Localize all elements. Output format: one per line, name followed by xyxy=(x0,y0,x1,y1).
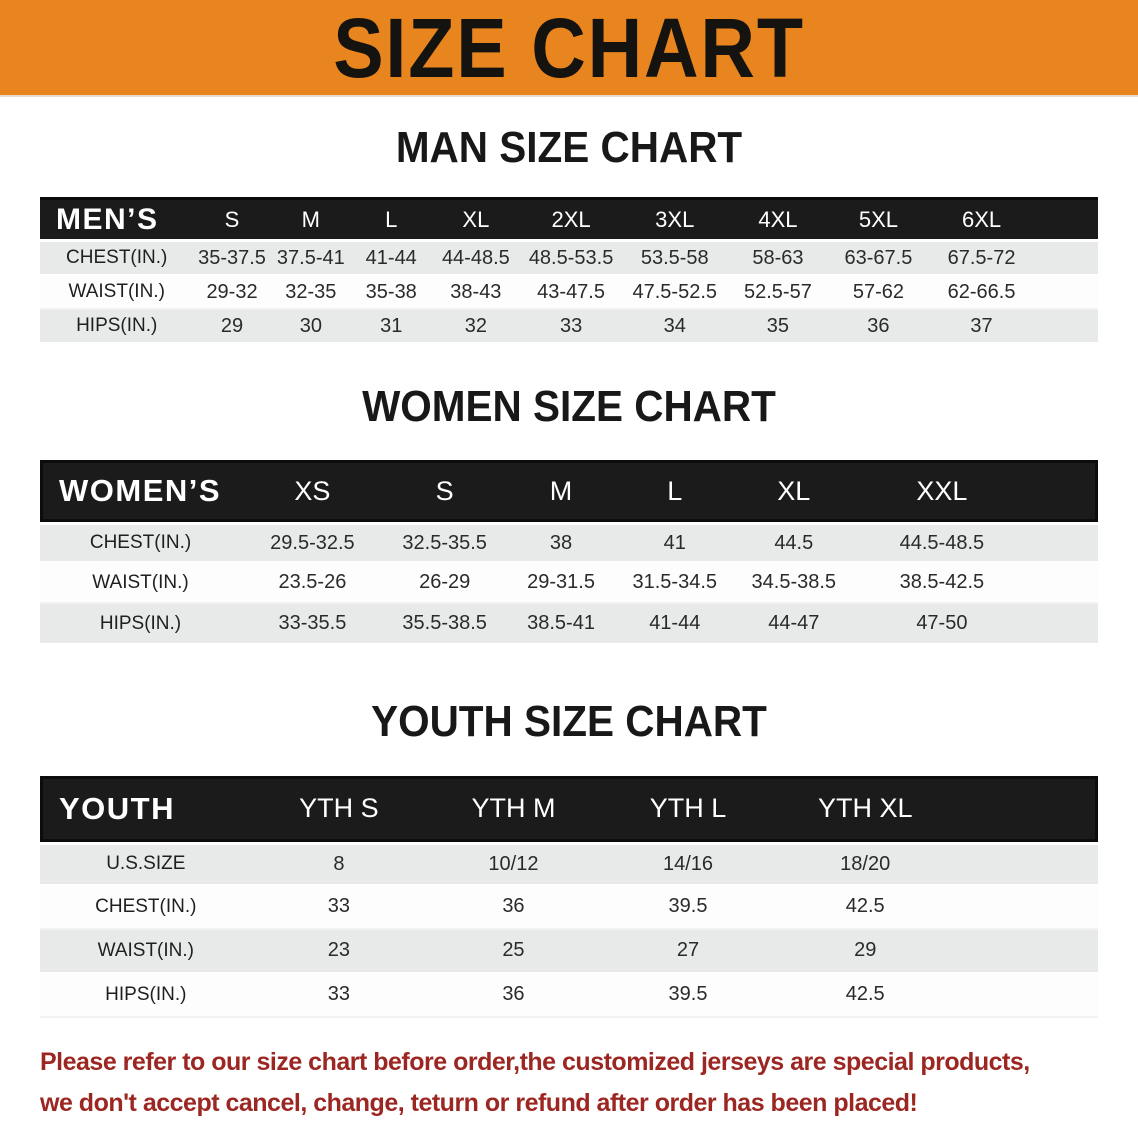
table-cell: 35-37.5 xyxy=(193,242,270,276)
table-cell: 44.5-48.5 xyxy=(855,522,1030,563)
mens-col-3xl: 3XL xyxy=(622,197,728,242)
table-cell: 18/20 xyxy=(775,842,955,886)
table-cell: 34.5-38.5 xyxy=(733,563,855,604)
row-label: HIPS(IN.) xyxy=(40,604,241,645)
table-row xyxy=(40,886,1098,930)
table-cell: 39.5 xyxy=(601,974,776,1018)
youth-col-filler xyxy=(955,776,1098,842)
table-cell: 44-48.5 xyxy=(431,242,520,276)
table-cell: 47-50 xyxy=(855,604,1030,645)
table-cell: 53.5-58 xyxy=(622,242,728,276)
womens-header-row xyxy=(40,460,1098,522)
womens-col-l: L xyxy=(617,460,733,522)
table-cell: 58-63 xyxy=(728,242,829,276)
table-row xyxy=(40,522,1098,563)
table-cell: 14/16 xyxy=(601,842,776,886)
row-label: CHEST(IN.) xyxy=(40,242,193,276)
table-cell: 31.5-34.5 xyxy=(617,563,733,604)
table-cell: 62-66.5 xyxy=(929,276,1035,310)
table-cell: 29-31.5 xyxy=(506,563,617,604)
table-cell: 27 xyxy=(601,930,776,974)
row-label: CHEST(IN.) xyxy=(40,522,241,563)
table-cell: 52.5-57 xyxy=(728,276,829,310)
table-cell: 23.5-26 xyxy=(241,563,384,604)
table-cell: 36 xyxy=(426,886,601,930)
row-label: WAIST(IN.) xyxy=(40,563,241,604)
row-label: HIPS(IN.) xyxy=(40,310,193,344)
table-cell: 37 xyxy=(929,310,1035,344)
mens-size-table xyxy=(40,197,1098,344)
youth-col-l: YTH L xyxy=(601,776,776,842)
table-cell: 33-35.5 xyxy=(241,604,384,645)
table-cell: 39.5 xyxy=(601,886,776,930)
youth-col-xl: YTH XL xyxy=(775,776,955,842)
table-row xyxy=(40,276,1098,310)
table-cell: 33 xyxy=(520,310,622,344)
table-cell: 34 xyxy=(622,310,728,344)
table-cell: 32.5-35.5 xyxy=(384,522,506,563)
table-cell: 43-47.5 xyxy=(520,276,622,310)
disclaimer-text xyxy=(40,1042,1138,1125)
womens-band-label: WOMEN’S xyxy=(40,460,241,522)
size-chart-banner xyxy=(0,0,1138,97)
disclaimer-line-2: we don't accept cancel, change, teturn or refund after order has been placed! xyxy=(40,1088,918,1117)
womens-col-filler xyxy=(1029,460,1098,522)
table-row xyxy=(40,930,1098,974)
table-cell: 26-29 xyxy=(384,563,506,604)
table-cell: 32 xyxy=(431,310,520,344)
table-cell: 29-32 xyxy=(193,276,270,310)
table-cell: 38.5-41 xyxy=(506,604,617,645)
row-label: HIPS(IN.) xyxy=(40,974,252,1018)
table-cell: 23 xyxy=(252,930,427,974)
mens-band-label: MEN’S xyxy=(40,197,193,242)
womens-col-xs: XS xyxy=(241,460,384,522)
disclaimer-line-1: Please refer to our size chart before order,the customized jerseys are special products, xyxy=(40,1047,1030,1076)
row-label: CHEST(IN.) xyxy=(40,886,252,930)
youth-header-row xyxy=(40,776,1098,842)
row-label: U.S.SIZE xyxy=(40,842,252,886)
mens-col-5xl: 5XL xyxy=(828,197,929,242)
man-size-chart-heading: MAN SIZE CHART xyxy=(395,123,743,172)
table-cell: 29.5-32.5 xyxy=(241,522,384,563)
table-cell: 32-35 xyxy=(271,276,351,310)
table-cell: 35 xyxy=(728,310,829,344)
mens-col-filler xyxy=(1034,197,1098,242)
youth-band-label: YOUTH xyxy=(40,776,252,842)
mens-col-2xl: 2XL xyxy=(520,197,622,242)
table-row xyxy=(40,842,1098,886)
table-cell: 63-67.5 xyxy=(828,242,929,276)
table-cell: 29 xyxy=(193,310,270,344)
table-cell: 44.5 xyxy=(733,522,855,563)
womens-col-xxl: XXL xyxy=(855,460,1030,522)
table-cell: 44-47 xyxy=(733,604,855,645)
mens-col-xl: XL xyxy=(431,197,520,242)
table-cell: 35-38 xyxy=(351,276,431,310)
mens-col-l: L xyxy=(351,197,431,242)
table-cell: 38 xyxy=(506,522,617,563)
table-cell: 33 xyxy=(252,886,427,930)
youth-col-m: YTH M xyxy=(426,776,601,842)
table-cell: 38.5-42.5 xyxy=(855,563,1030,604)
table-cell: 41-44 xyxy=(617,604,733,645)
row-label: WAIST(IN.) xyxy=(40,276,193,310)
mens-header-row xyxy=(40,197,1098,242)
mens-col-m: M xyxy=(271,197,351,242)
table-cell: 36 xyxy=(426,974,601,1018)
table-cell: 25 xyxy=(426,930,601,974)
table-row xyxy=(40,310,1098,344)
women-size-chart-heading: WOMEN SIZE CHART xyxy=(362,382,776,432)
mens-col-s: S xyxy=(193,197,270,242)
table-row xyxy=(40,974,1098,1018)
table-cell: 36 xyxy=(828,310,929,344)
mens-col-6xl: 6XL xyxy=(929,197,1035,242)
table-cell: 48.5-53.5 xyxy=(520,242,622,276)
table-cell: 42.5 xyxy=(775,974,955,1018)
table-cell: 38-43 xyxy=(431,276,520,310)
table-cell: 41-44 xyxy=(351,242,431,276)
womens-col-s: S xyxy=(384,460,506,522)
table-cell: 31 xyxy=(351,310,431,344)
table-cell: 8 xyxy=(252,842,427,886)
table-cell: 67.5-72 xyxy=(929,242,1035,276)
womens-col-xl: XL xyxy=(733,460,855,522)
womens-size-table xyxy=(40,460,1098,645)
table-cell: 57-62 xyxy=(828,276,929,310)
row-label: WAIST(IN.) xyxy=(40,930,252,974)
table-cell: 35.5-38.5 xyxy=(384,604,506,645)
table-cell: 10/12 xyxy=(426,842,601,886)
table-cell: 42.5 xyxy=(775,886,955,930)
table-cell: 33 xyxy=(252,974,427,1018)
youth-col-s: YTH S xyxy=(252,776,427,842)
table-row xyxy=(40,604,1098,645)
table-cell: 30 xyxy=(271,310,351,344)
table-cell: 41 xyxy=(617,522,733,563)
womens-col-m: M xyxy=(506,460,617,522)
table-row xyxy=(40,242,1098,276)
youth-size-chart-heading: YOUTH SIZE CHART xyxy=(371,697,767,747)
youth-size-table xyxy=(40,776,1098,1018)
table-cell: 37.5-41 xyxy=(271,242,351,276)
size-chart-title: SIZE CHART xyxy=(333,0,805,95)
mens-col-4xl: 4XL xyxy=(728,197,829,242)
table-cell: 29 xyxy=(775,930,955,974)
table-row xyxy=(40,563,1098,604)
table-cell: 47.5-52.5 xyxy=(622,276,728,310)
